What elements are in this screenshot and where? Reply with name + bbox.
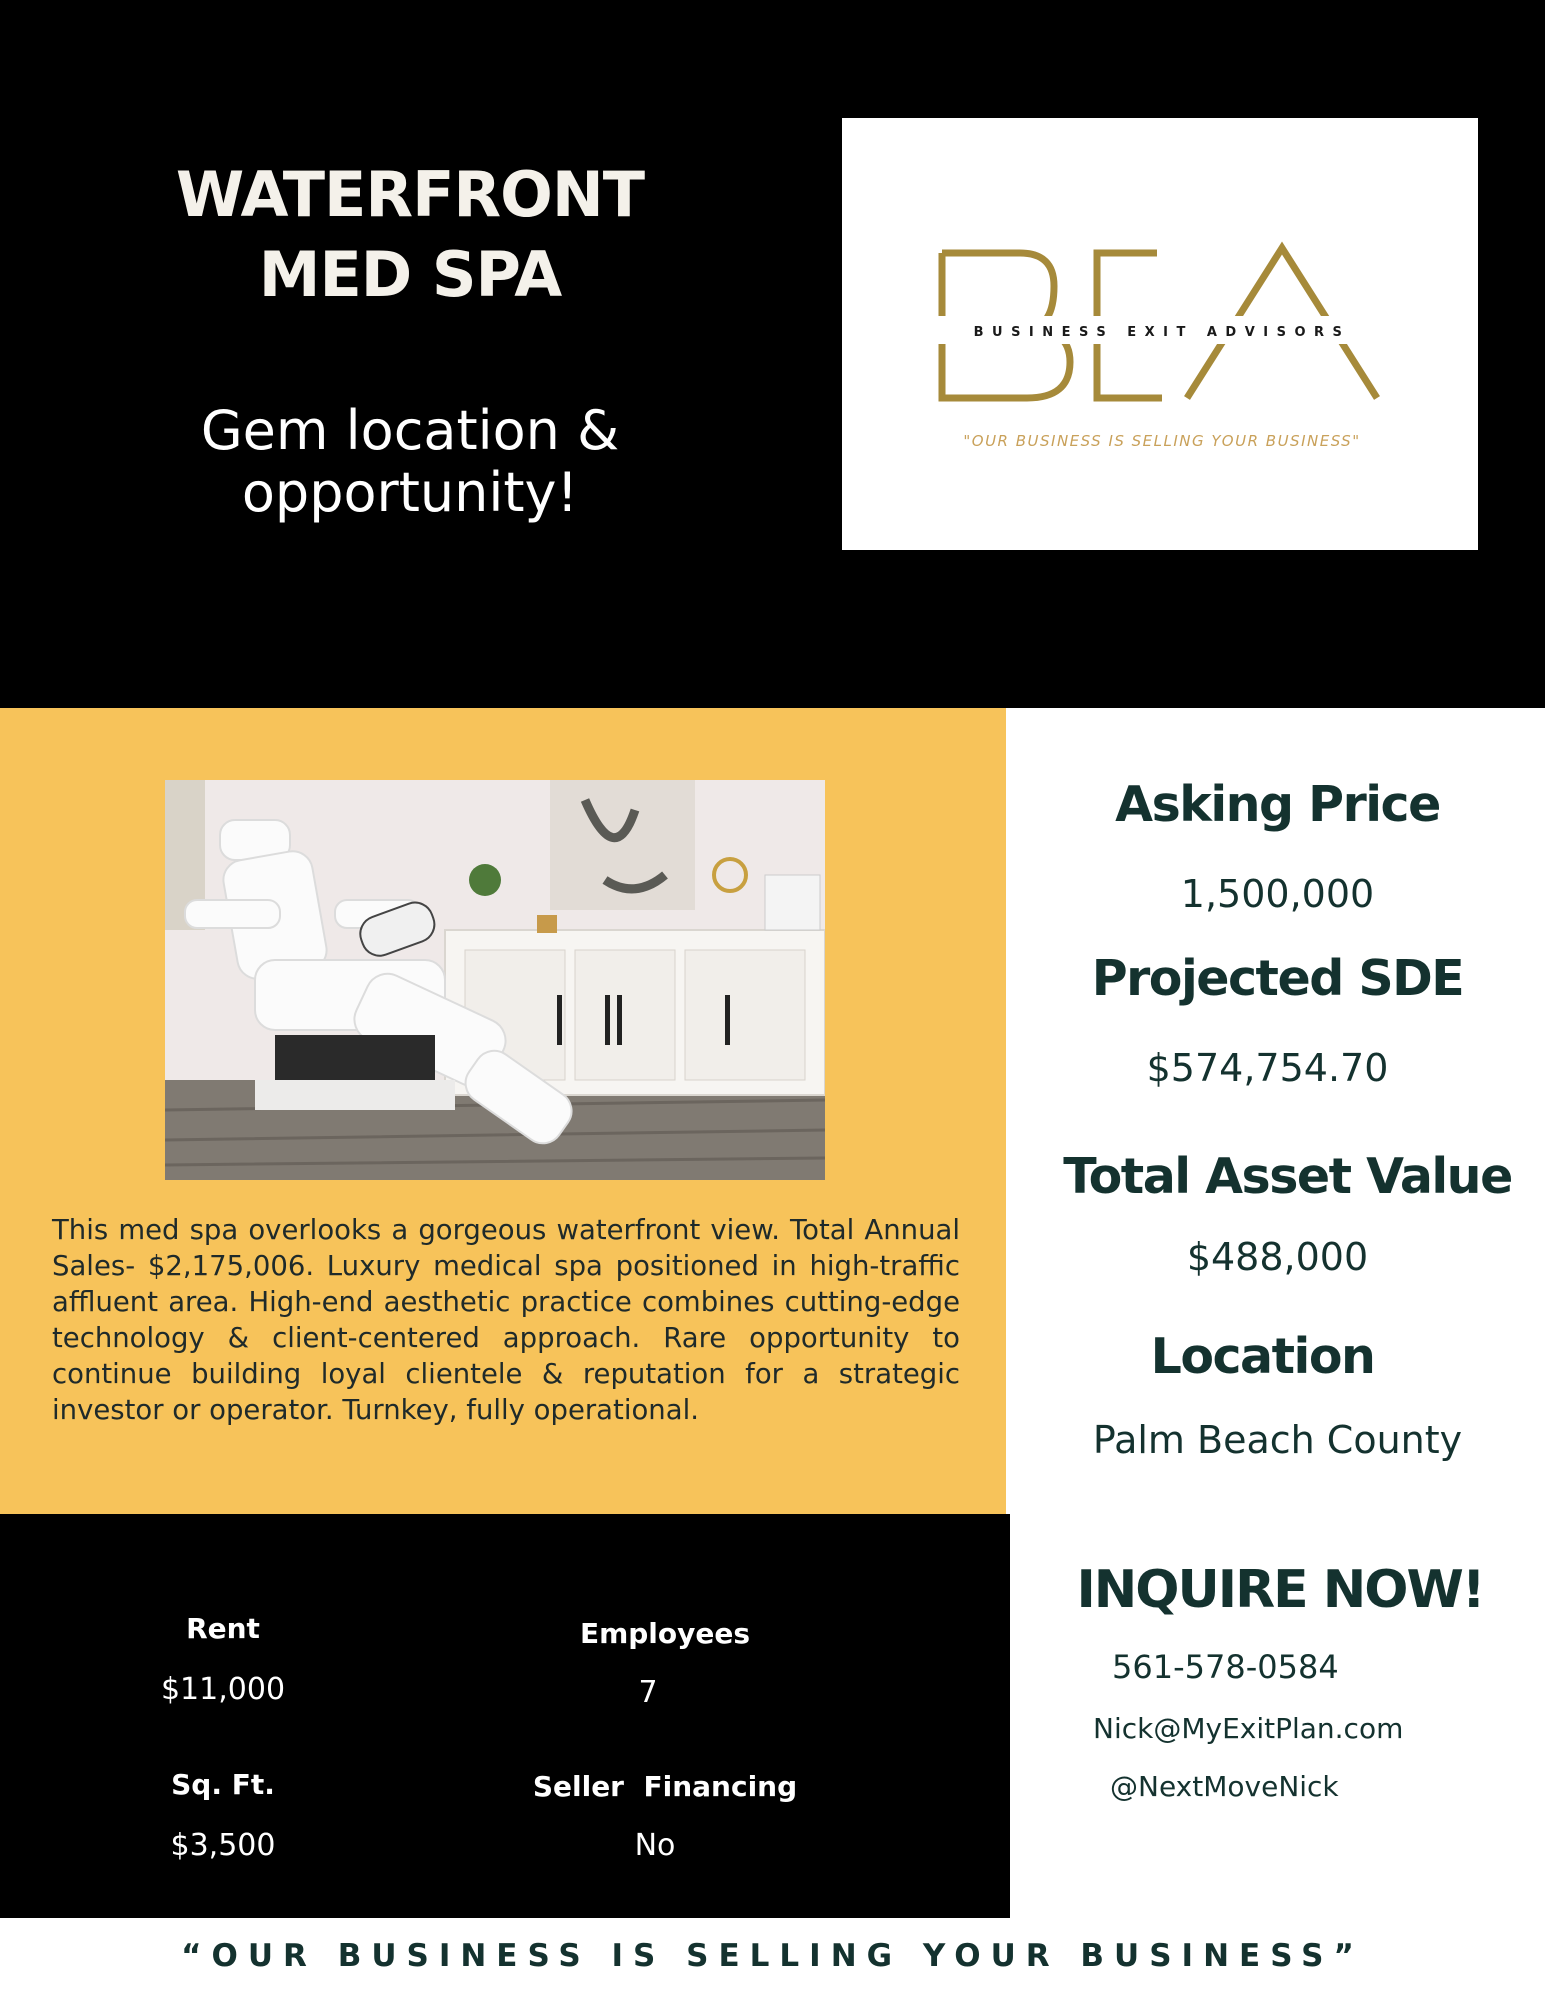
rent-label: Rent [186,1612,260,1645]
total-asset-value: $488,000 [1186,1235,1369,1279]
asking-price-label: Asking Price [1115,776,1440,833]
sqft-label: Sq. Ft. [171,1768,275,1801]
location-value: Palm Beach County [1092,1418,1463,1462]
employees-label: Employees [579,1617,751,1650]
bea-logo-card [842,118,1478,550]
logo-company-name: BUSINESS EXIT ADVISORS [973,325,1351,340]
total-asset-label: Total Asset Value [1063,1148,1512,1205]
sqft-value: $3,500 [170,1828,276,1863]
footer-tagline: “OUR BUSINESS IS SELLING YOUR BUSINESS” [181,1938,1364,1974]
logo-slogan: "OUR BUSINESS IS SELLING YOUR BUSINESS" [963,432,1361,450]
location-label: Location [1150,1328,1375,1385]
listing-subtitle [110,400,710,524]
seller-financing-value: No [634,1828,676,1863]
spa-room-photo [165,780,825,1180]
projected-sde-value: $574,754.70 [1146,1046,1389,1090]
subtitle-line-1: Gem location & [200,399,620,462]
listing-title [110,155,710,315]
contact-phone[interactable]: 561-578-0584 [1112,1648,1339,1686]
inquire-now-heading: INQUIRE NOW! [1076,1560,1484,1620]
title-line-1: WATERFRONT [175,158,645,231]
employees-value: 7 [638,1675,658,1710]
subtitle-line-2: opportunity! [241,461,579,524]
rent-value: $11,000 [160,1672,286,1707]
projected-sde-label: Projected SDE [1091,950,1464,1007]
asking-price-value: 1,500,000 [1180,872,1375,916]
title-line-2: MED SPA [258,238,562,311]
listing-description: This med spa overlooks a gorgeous waterfront view. Total Annual Sales- $2,175,006. Luxury medical spa positioned in high-traffic affluent area. High-end aesthetic practice combines cutting-edge technology & client-centered approach. Rare opportunity to continue building loyal clientele & reputation for a strategic investor or operator. Turnkey, fully operational. [52,1214,960,1426]
treatment-chair-image [165,780,825,1180]
seller-financing-label: Seller Financing [532,1770,798,1803]
bea-logo [842,118,1478,550]
contact-social-handle[interactable]: @NextMoveNick [1110,1770,1339,1803]
contact-email[interactable]: Nick@MyExitPlan.com [1093,1712,1404,1745]
